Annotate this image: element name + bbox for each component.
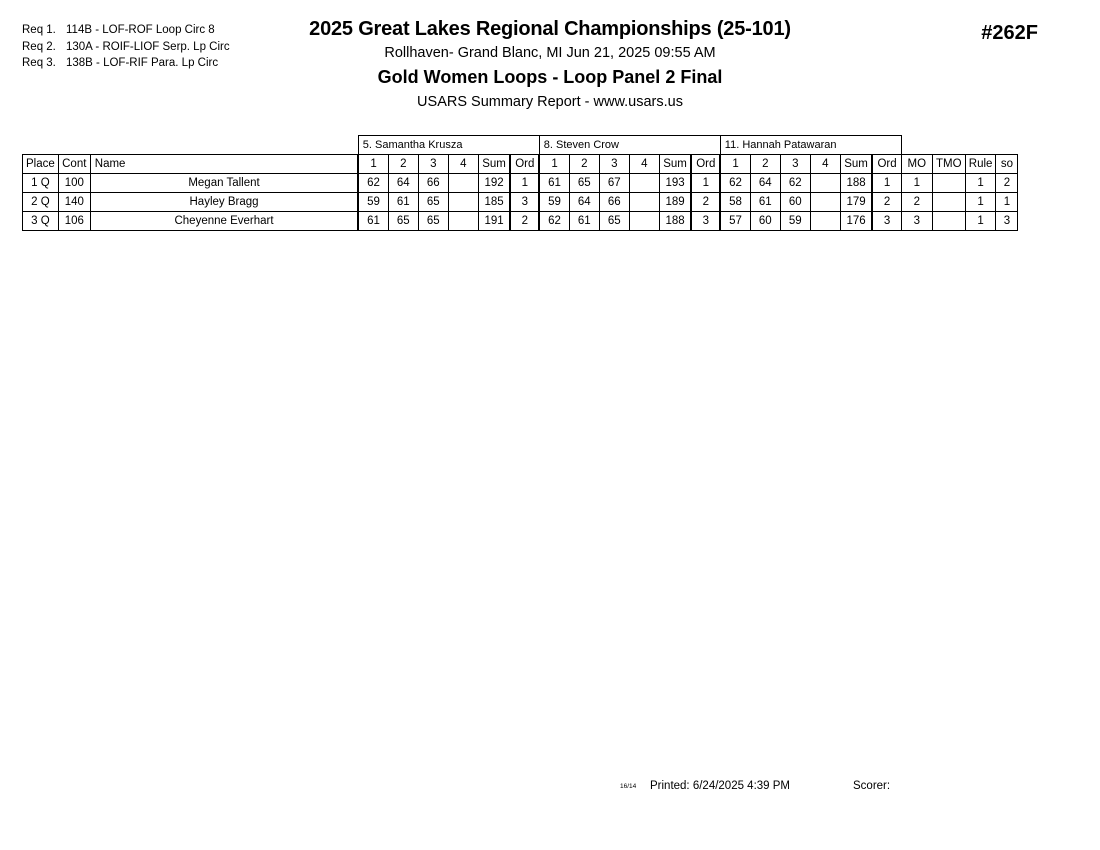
cell-j3-s2: 64 (750, 174, 780, 193)
judge-header-spacer (23, 136, 359, 155)
requirement-text: 114B - LOF-ROF Loop Circ 8 (66, 24, 215, 36)
cell-j2-sum: 189 (659, 193, 691, 212)
cell-j3-s3: 60 (780, 193, 810, 212)
cell-j1-s2: 61 (388, 193, 418, 212)
cell-j3-s1: 58 (720, 193, 750, 212)
column-header-j1-s2: 2 (388, 155, 418, 174)
column-header-j1-s4: 4 (448, 155, 478, 174)
cell-tmo (932, 193, 965, 212)
cell-j2-sum: 188 (659, 212, 691, 231)
column-header-place: Place (23, 155, 59, 174)
cell-mo: 2 (901, 193, 932, 212)
cell-place: 1 Q (23, 174, 59, 193)
cell-rule: 1 (965, 174, 996, 193)
table-row (23, 174, 1018, 193)
column-header-j2-s1: 1 (539, 155, 569, 174)
judge-header-spacer-right (901, 136, 996, 155)
requirement-text: 130A - ROIF-LIOF Serp. Lp Circ (66, 40, 230, 53)
requirement-text: 138B - LOF-RIF Para. Lp Circ (66, 57, 219, 69)
cell-name: Hayley Bragg (90, 193, 358, 212)
cell-tmo (932, 212, 965, 231)
requirement-label: Req 2. (22, 40, 56, 53)
cell-j3-s4 (810, 212, 840, 231)
column-header-j3-s3: 3 (780, 155, 810, 174)
cell-j3-s4 (810, 174, 840, 193)
printed-timestamp: Printed: 6/24/2025 4:39 PM (650, 780, 791, 792)
column-header-so: so (996, 155, 1018, 174)
cell-j2-ord: 1 (691, 174, 720, 193)
column-header-j2-sum: Sum (659, 155, 691, 174)
cell-j1-s4 (448, 174, 478, 193)
cell-j1-s2: 65 (388, 212, 418, 231)
cell-mo: 3 (901, 212, 932, 231)
column-header-j2-ord: Ord (691, 155, 720, 174)
title-block (0, 18, 1100, 110)
cell-j2-s3: 67 (599, 174, 629, 193)
cell-j2-s1: 61 (539, 174, 569, 193)
column-header-j2-s2: 2 (569, 155, 599, 174)
cell-j1-s3: 65 (418, 212, 448, 231)
cell-j1-sum: 191 (478, 212, 510, 231)
column-header-j1-s3: 3 (418, 155, 448, 174)
cell-j1-sum: 192 (478, 174, 510, 193)
column-header-rule: Rule (965, 155, 996, 174)
cell-so: 2 (996, 174, 1018, 193)
table-row (23, 212, 1018, 231)
scorer-label: Scorer: (853, 780, 891, 792)
requirement-label: Req 1. (22, 24, 56, 36)
cell-j1-s1: 59 (358, 193, 388, 212)
cell-j1-ord: 1 (510, 174, 539, 193)
cell-place: 3 Q (23, 212, 59, 231)
cell-rule: 1 (965, 212, 996, 231)
cell-cont: 140 (58, 193, 90, 212)
column-header-cont: Cont (58, 155, 90, 174)
footer-code: 16/14 (620, 783, 637, 790)
cell-j1-s2: 64 (388, 174, 418, 193)
cell-j2-s4 (629, 174, 659, 193)
cell-j3-s3: 62 (780, 174, 810, 193)
cell-j1-s3: 66 (418, 174, 448, 193)
cell-j3-ord: 3 (872, 212, 901, 231)
judge-header-3: 11. Hannah Patawaran (720, 136, 901, 155)
column-header-j3-s2: 2 (750, 155, 780, 174)
sheet-number: #262F (981, 22, 1038, 44)
column-header-j2-s3: 3 (599, 155, 629, 174)
cell-j3-sum: 179 (840, 193, 872, 212)
cell-j3-s2: 61 (750, 193, 780, 212)
cell-name: Megan Tallent (90, 174, 358, 193)
cell-j2-s2: 61 (569, 212, 599, 231)
cell-j2-ord: 3 (691, 212, 720, 231)
cell-j2-s2: 64 (569, 193, 599, 212)
cell-j2-s2: 65 (569, 174, 599, 193)
cell-so: 3 (996, 212, 1018, 231)
cell-j3-s3: 59 (780, 212, 810, 231)
cell-j1-sum: 185 (478, 193, 510, 212)
cell-j3-s4 (810, 193, 840, 212)
cell-j2-s3: 66 (599, 193, 629, 212)
column-header-mo: MO (901, 155, 932, 174)
table-row (23, 193, 1018, 212)
report-header (0, 0, 1100, 110)
cell-j3-s1: 62 (720, 174, 750, 193)
column-header-j3-sum: Sum (840, 155, 872, 174)
column-header-row (23, 155, 1018, 174)
cell-so: 1 (996, 193, 1018, 212)
cell-j1-ord: 2 (510, 212, 539, 231)
page-title: 2025 Great Lakes Regional Championships (25-101) (309, 18, 791, 40)
cell-j3-s1: 57 (720, 212, 750, 231)
cell-j2-ord: 2 (691, 193, 720, 212)
cell-j3-sum: 176 (840, 212, 872, 231)
judge-header-row (23, 136, 1018, 155)
cell-j3-ord: 2 (872, 193, 901, 212)
report-footer (0, 780, 1100, 800)
column-header-name: Name (90, 155, 358, 174)
cell-place: 2 Q (23, 193, 59, 212)
cell-j1-s4 (448, 212, 478, 231)
cell-j2-s4 (629, 193, 659, 212)
cell-j2-s1: 59 (539, 193, 569, 212)
cell-j2-s3: 65 (599, 212, 629, 231)
column-header-j1-ord: Ord (510, 155, 539, 174)
venue-datetime: Rollhaven- Grand Blanc, MI Jun 21, 2025 09:55 AM (384, 45, 716, 61)
cell-tmo (932, 174, 965, 193)
cell-j2-sum: 193 (659, 174, 691, 193)
column-header-j1-sum: Sum (478, 155, 510, 174)
judge-header-1: 5. Samantha Krusza (358, 136, 539, 155)
cell-j1-s3: 65 (418, 193, 448, 212)
column-header-j3-s4: 4 (810, 155, 840, 174)
cell-cont: 100 (58, 174, 90, 193)
cell-cont: 106 (58, 212, 90, 231)
cell-rule: 1 (965, 193, 996, 212)
requirement-label: Req 3. (22, 57, 56, 69)
cell-mo: 1 (901, 174, 932, 193)
column-header-j3-ord: Ord (872, 155, 901, 174)
cell-j2-s4 (629, 212, 659, 231)
cell-j1-s1: 61 (358, 212, 388, 231)
cell-name: Cheyenne Everhart (90, 212, 358, 231)
cell-j3-ord: 1 (872, 174, 901, 193)
results-table-container (22, 135, 1018, 231)
results-table (22, 135, 1018, 231)
column-header-j1-s1: 1 (358, 155, 388, 174)
column-header-j3-s1: 1 (720, 155, 750, 174)
cell-j2-s1: 62 (539, 212, 569, 231)
judge-header-2: 8. Steven Crow (539, 136, 720, 155)
column-header-j2-s4: 4 (629, 155, 659, 174)
cell-j1-s4 (448, 193, 478, 212)
event-title: Gold Women Loops - Loop Panel 2 Final (377, 67, 723, 87)
cell-j1-s1: 62 (358, 174, 388, 193)
cell-j1-ord: 3 (510, 193, 539, 212)
organization-line: USARS Summary Report - www.usars.us (417, 94, 683, 110)
column-header-tmo: TMO (932, 155, 965, 174)
cell-j3-sum: 188 (840, 174, 872, 193)
cell-j3-s2: 60 (750, 212, 780, 231)
